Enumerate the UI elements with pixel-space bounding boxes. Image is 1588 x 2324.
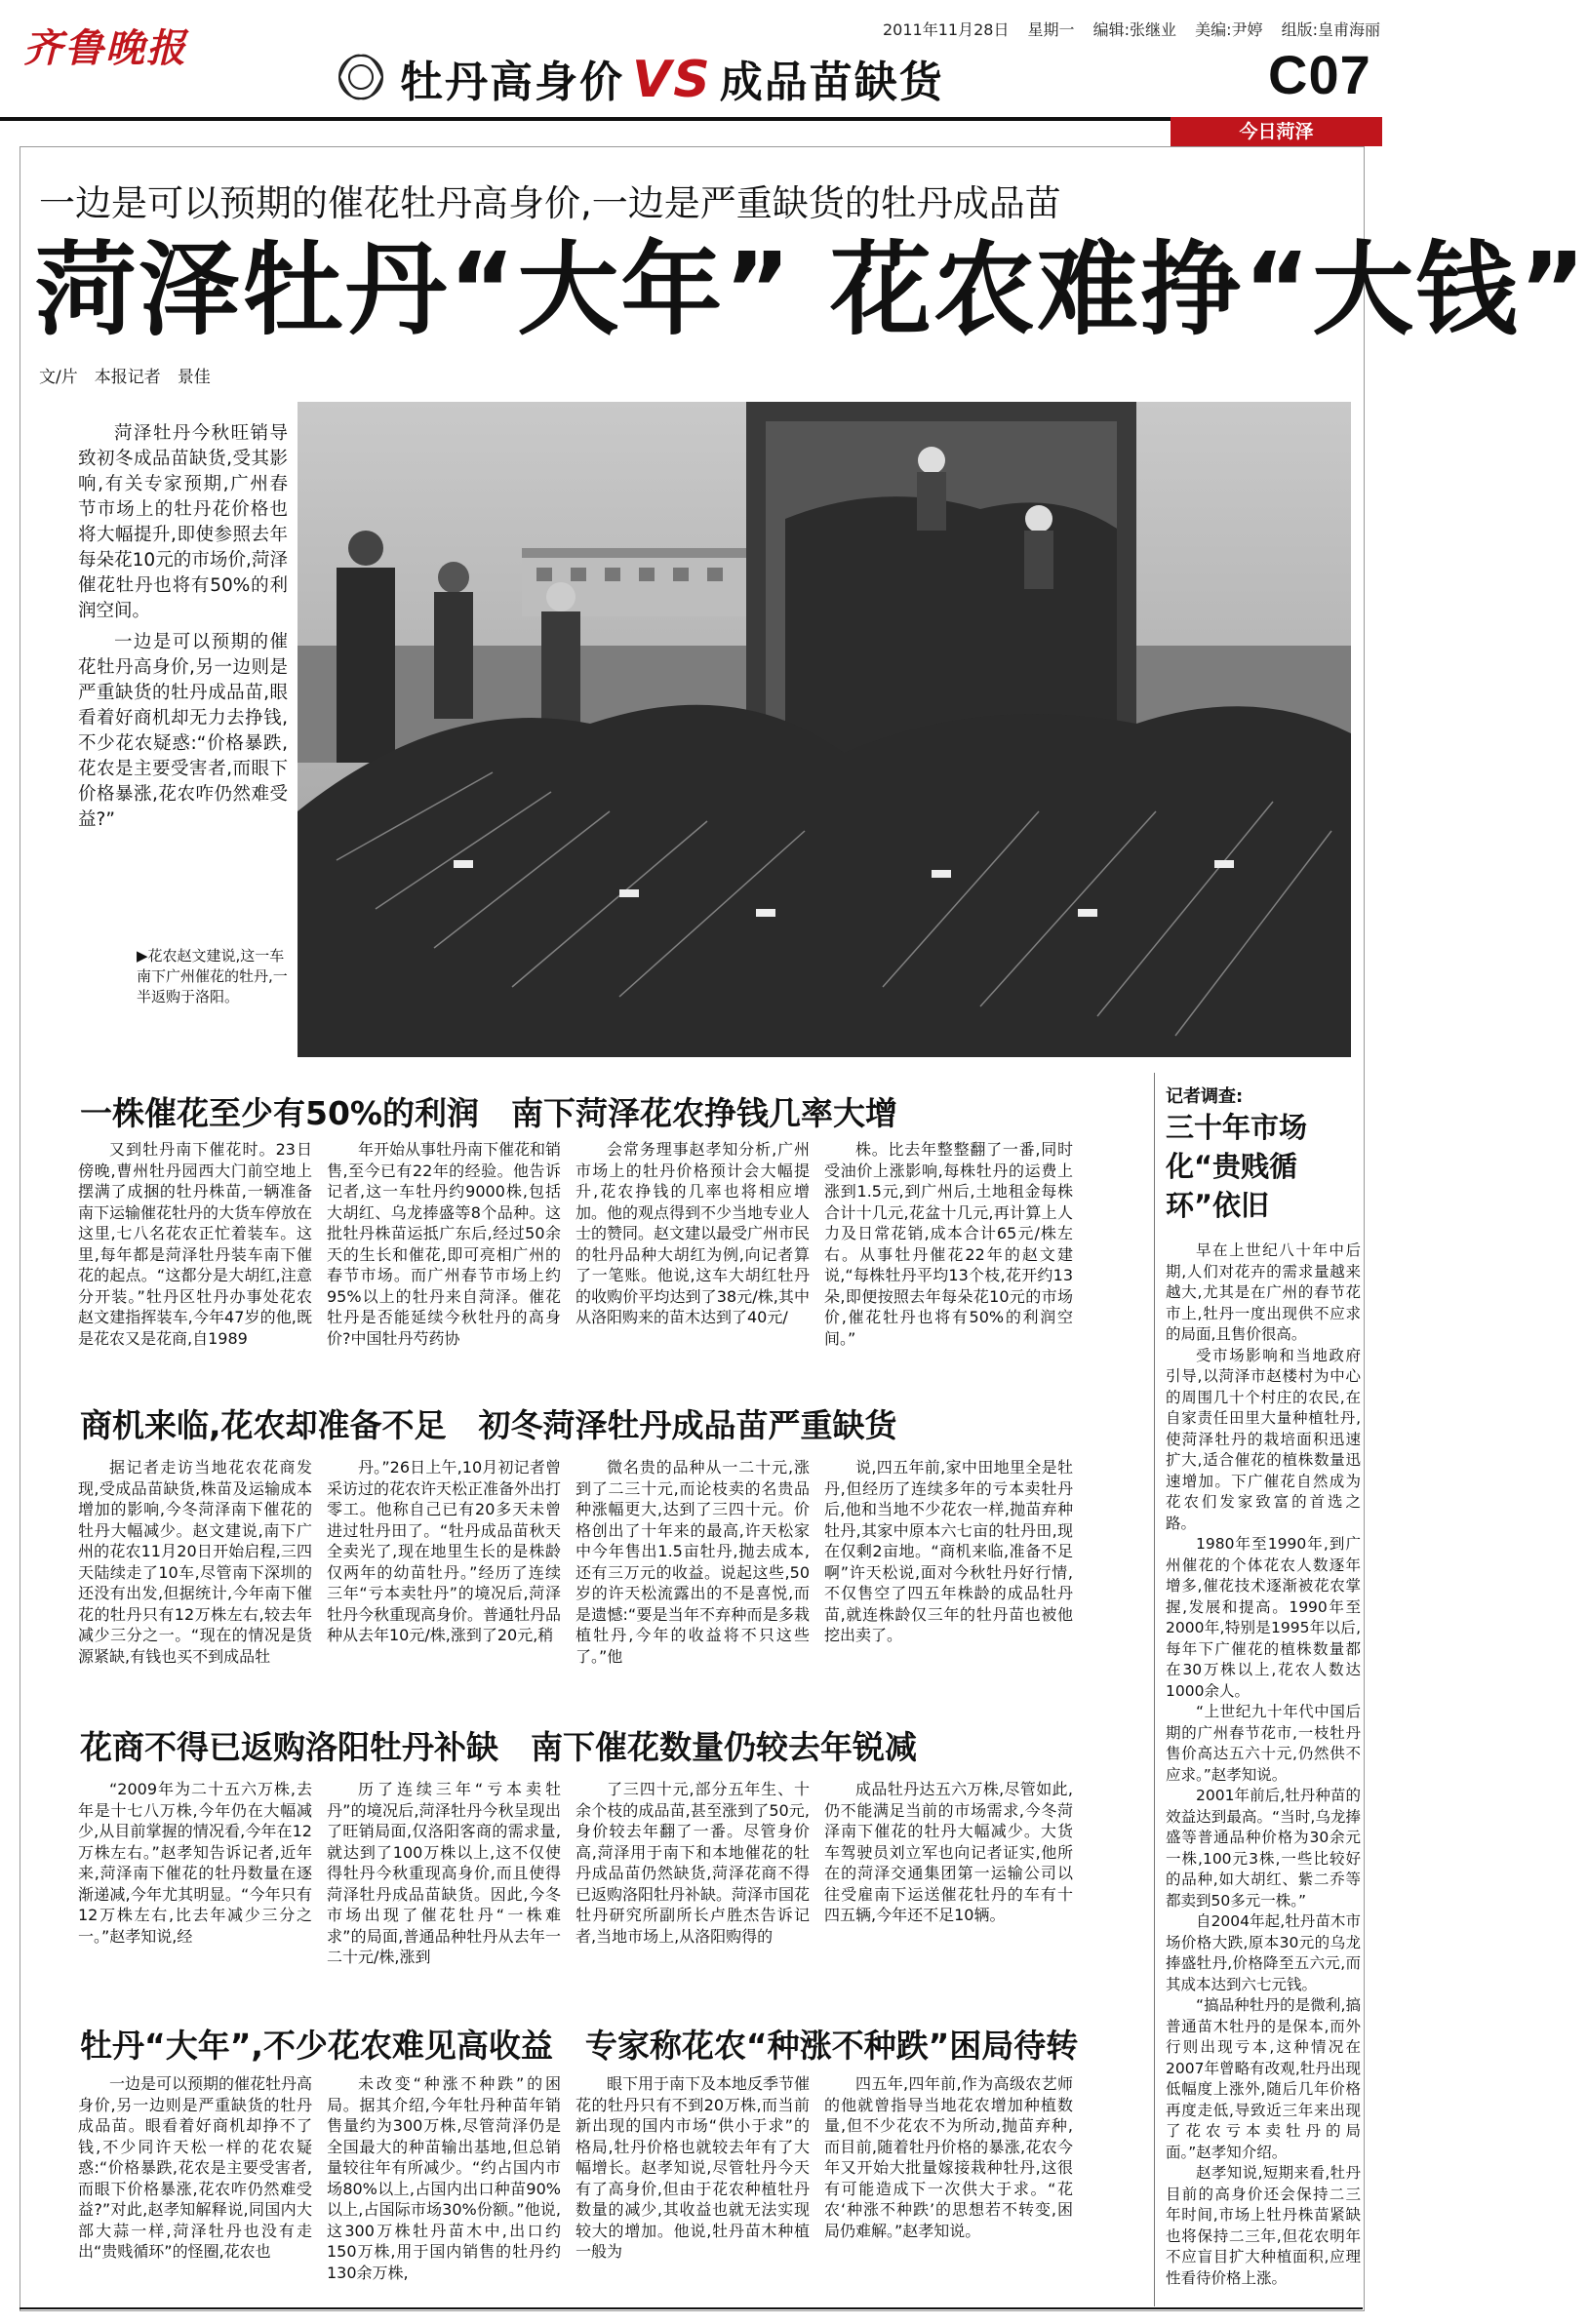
section-3-col-1 [78, 1779, 312, 1947]
section-3-col-2 [327, 1779, 561, 1968]
sidebar-paragraph: 1980年至1990年,到广州催花的个体花农人数逐年增多,催花技术逐渐被花农掌握,发展和提高。1990年至2000年,特别是1995年以后,每年下广催花的植株数量都在30万株以上,花农人数达1000余人。 [1166, 1535, 1361, 1700]
section-heading-4: 牡丹“大年”,不少花农难见高收益 专家称花农“种涨不种跌”困局待转 [80, 2027, 1079, 2065]
paragraph: 微名贵的品种从一二十元,涨到了二三十元,而论枝卖的名贵品种涨幅更大,达到了三四十元。价格创出了十年来的最高,许天松家中今年售出1.5亩牡丹,抛去成本,还有三万元的收益。说起这些,50岁的许天松流露出的不是喜悦,而是遗憾:“要是当年不弃种而是多栽植牡丹,今年的收益将不只这些了。”他 [576, 1458, 810, 1666]
banner-right-text: 成品苗缺货 [719, 58, 944, 107]
sidebar-paragraph: 自2004年起,牡丹苗木市场价格大跌,原本30元的乌龙捧盛牡丹,价格降至五六元,而其成本达到六七元钱。 [1166, 1912, 1361, 1993]
section-2-col-1 [78, 1457, 312, 1667]
sidebar-divider [1154, 1073, 1155, 2306]
section-tag: 今日菏泽 [1171, 117, 1382, 146]
article-subhead: 一边是可以预期的催花牡丹高身价,一边是严重缺货的牡丹成品苗 [39, 182, 1061, 224]
issue-meta [883, 18, 1394, 40]
peony-icon [322, 43, 400, 111]
sidebar-paragraph: 早在上世纪八十年中后期,人们对花卉的需求量越来越大,尤其是在广州的春节花市上,牡丹一度出现供不应求的局面,且售价很高。 [1166, 1241, 1361, 1343]
section-4-col-1 [78, 2073, 312, 2263]
banner-left-text: 牡丹高身价 [400, 58, 624, 107]
sidebar-paragraph: “搞品种牡丹的是微利,搞普通苗木牡丹的是保本,而外行则出现亏本,这种情况在2007年曾略有改观,牡丹出现低幅度上涨外,随后几年价格再度走低,导致近三年来出现了花农亏本卖牡丹的局面。”赵孝知介绍。 [1166, 1996, 1361, 2161]
banner-vs: VS [632, 51, 712, 109]
section-2-col-2 [327, 1457, 561, 1646]
section-1-col-4 [824, 1139, 1073, 1349]
main-photo [298, 402, 1351, 1057]
section-1-col-2 [327, 1139, 561, 1349]
sidebar [1166, 1083, 1361, 2289]
newspaper-logo: 齐鲁晚报 [23, 25, 187, 71]
page-number: C07 [1268, 44, 1371, 105]
paragraph: 一边是可以预期的催花牡丹高身价,另一边则是严重缺货的牡丹成品苗。眼看着好商机却挣不了钱,不少同许天松一样的花农疑惑:“价格暴跌,花农是主要受害者,而眼下价格暴涨,花农咋仍然难受益?”对此,赵孝知解释说,同国内大部大蒜一样,菏泽牡丹也没有走出“贵贱循环”的怪圈,花农也 [78, 2074, 313, 2261]
paragraph: 丹。”26日上午,10月初记者曾采访过的花农许天松正准备外出打零工。他称自己已有20多天未曾进过牡丹田了。“牡丹成品苗秋天全卖光了,现在地里生长的是株龄仅两年的幼苗牡丹。”经历了连续三年“亏本卖牡丹”的境况后,菏泽牡丹今秋重现高身价。普通牡丹品种从去年10元/株,涨到了20元,稍 [327, 1458, 562, 1644]
sidebar-body [1166, 1241, 1361, 2289]
section-1-col-1 [78, 1139, 312, 1349]
section-1-col-3 [576, 1139, 810, 1328]
paragraph: 四五年,四年前,作为高级农艺师的他就曾指导当地花农增加种植数量,但不少花农不为所动,抛苗弃种,而目前,随着牡丹价格的暴涨,花农今年又开始大批量嫁接栽种牡丹,这很有可能造成下一次供大于求。“花农‘种涨不种跌’的思想若不转变,困局仍难解。”赵孝知说。 [824, 2074, 1073, 2240]
sidebar-paragraph: 受市场影响和当地政府引导,以菏泽市赵楼村为中心的周围几十个村庄的农民,在自家责任田里大量种植牡丹,使菏泽牡丹的栽培面积迅速扩大,适合催花的植株数量迅速增加。下广催花自然成为花农们发家致富的首选之路。 [1166, 1346, 1361, 1532]
paragraph: 了三四十元,部分五年生、十余个枝的成品苗,甚至涨到了50元,身价较去年翻了一番。尽管身价高,菏泽用于南下和本地催花的牡丹成品苗仍然缺货,菏泽花商不得已返购洛阳牡丹补缺。菏泽市国花牡丹研究所副所长卢胜杰告诉记者,当地市场上,从洛阳购得的 [576, 1780, 811, 1946]
section-4-col-3 [576, 2073, 810, 2263]
paragraph: 据记者走访当地花农花商发现,受成品苗缺货,株苗及运输成本增加的影响,今冬菏泽南下催花的牡丹大幅减少。赵文建说,南下广州的花农11月20日开始启程,三四天陆续走了10车,尽管南下深圳的还没有出发,但据统计,今年南下催花的牡丹只有12万株左右,较去年减少三分之一。“现在的情况是货源紧缺,有钱也买不到成品牡 [78, 1458, 312, 1666]
proof-credit: 组版:皇甫海丽 [1281, 20, 1381, 39]
sidebar-paragraph: “上世纪九十年代中国后期的广州春节花市,一枝牡丹售价高达五六十元,仍然供不应求。”赵孝知说。 [1166, 1703, 1361, 1784]
section-heading-2: 商机来临,花农却准备不足 初冬菏泽牡丹成品苗严重缺货 [80, 1406, 897, 1444]
paragraph: 眼下用于南下及本地反季节催花的牡丹只有不到20万株,而当前新出现的国内市场“供小于求”的格局,牡丹价格也就较去年有了大幅增长。赵孝知说,尽管牡丹今天有了高身价,但由于花农种植牡丹数量的减少,其收益也就无法实现较大的增加。他说,牡丹苗木种植一般为 [576, 2074, 811, 2261]
section-2-col-3 [576, 1457, 810, 1667]
section-4-col-2 [327, 2073, 561, 2283]
paragraph: 会常务理事赵孝知分析,广州市场上的牡丹价格预计会大幅提升,花农挣钱的几率也将相应增加。他的观点得到不少当地专业人士的赞同。赵文建以最受广州市民的牡丹品种大胡红为例,向记者算了一笔账。他说,这车大胡红牡丹的收购价平均达到了38元/株,其中从洛阳购来的苗木达到了40元/ [576, 1140, 811, 1326]
lead-text [78, 421, 288, 839]
sidebar-title: 三十年市场化“贵贱循环”依旧 [1166, 1111, 1308, 1222]
truck-loading-photo [298, 402, 1351, 1057]
issue-date: 2011年11月28日 [883, 20, 1010, 39]
issue-weekday: 星期一 [1027, 20, 1075, 39]
photo-caption: ▶花农赵文建说,这一车南下广州催花的牡丹,一半返购于洛阳。 [137, 947, 288, 1005]
lead-paragraph: 一边是可以预期的催花牡丹高身价,另一边则是严重缺货的牡丹成品苗,眼看着好商机却无力去挣钱,不少花农疑惑:“价格暴跌,花农是主要受害者,而眼下价格暴涨,花农咋仍然难受益?” [78, 632, 288, 830]
paragraph: 成品牡丹达五六万株,尽管如此,仍不能满足当前的市场需求,今冬菏泽南下催花的牡丹大幅减少。大货车驾驶员刘立军也向记者证实,他所在的菏泽交通集团第一运输公司以往受雇南下运送催花牡丹的车有十四五辆,今年还不足10辆。 [824, 1780, 1073, 1924]
section-2-col-4 [824, 1457, 1073, 1646]
section-3-col-4 [824, 1779, 1073, 1926]
sidebar-kicker: 记者调查: [1166, 1086, 1244, 1107]
paragraph: 未改变“种涨不种跌”的困局。据其介绍,今年牡丹种苗年销售量约为300万株,尽管菏泽仍是全国最大的种苗输出基地,但总销量较往年有所减少。“约占国内市场80%以上,占国内出口种苗90%以上,占国际市场30%份额。”他说,这300万株牡丹苗木中,出口约150万株,用于国内销售的牡丹约130余万株, [327, 2074, 561, 2282]
paragraph: “2009年为二十五六万株,去年是十七八万株,今年仍在大幅减少,从目前掌握的情况看,今年在12万株左右。”赵孝知告诉记者,近年来,菏泽南下催花的牡丹数量在逐渐递减,今年尤其明显。“今年只有12万株左右,比去年减少三分之一。”赵孝知说,经 [78, 1780, 312, 1946]
section-heading-3: 花商不得已返购洛阳牡丹补缺 南下催花数量仍较去年锐减 [80, 1728, 917, 1766]
lead-paragraph: 菏泽牡丹今秋旺销导致初冬成品苗缺货,受其影响,有关专家预期,广州春节市场上的牡丹花价格也将大幅提升,即使参照去年每朵花10元的市场价,菏泽催花牡丹也将有50%的利润空间。 [78, 423, 288, 621]
paragraph: 历了连续三年“亏本卖牡丹”的境况后,菏泽牡丹今秋呈现出了旺销局面,仅洛阳客商的需求量,就达到了100万株以上,这不仅使得牡丹今秋重现高身价,而且使得菏泽牡丹成品苗缺货。因此,今冬市场出现了催花牡丹“一株难求”的局面,普通品种牡丹从去年一二十元/株,涨到 [327, 1780, 561, 1966]
paragraph: 年开始从事牡丹南下催花和销售,至今已有22年的经验。他告诉记者,这一车牡丹约9000株,包括大胡红、乌龙捧盛等8个品种。这批牡丹株苗运抵广东后,经过50余天的生长和催花,即可亮相广州的春节市场。而广州春节市场上约95%以上的牡丹来自菏泽。催花牡丹是否能延续今秋牡丹的高身价?中国牡丹芍药协 [327, 1140, 562, 1348]
paragraph: 说,四五年前,家中田地里全是牡丹,但经历了连续多年的亏本卖牡丹后,他和当地不少花农一样,抛苗弃种牡丹,其家中原本六七亩的牡丹田,现在仅剩2亩地。“商机来临,准备不足啊”许天松说,面对今秋牡丹好行情,不仅售空了四五年株龄的成品牡丹苗,就连株龄仅三年的牡丹苗也被他挖出卖了。 [824, 1458, 1073, 1644]
article-headline: 菏泽牡丹“大年” 花农难挣“大钱” [35, 230, 1588, 349]
editor-credit: 编辑:张继业 [1092, 20, 1177, 39]
page-banner [322, 39, 956, 117]
paragraph: 又到牡丹南下催花时。23日傍晚,曹州牡丹园西大门前空地上摆满了成捆的牡丹株苗,一辆准备南下运输催花牡丹的大货车停放在这里,七八名花农正忙着装车。这里,每年都是菏泽牡丹装车南下催花的起点。“这都分是大胡红,注意分开装。”牡丹区牡丹办事处花农赵文建指挥装车,今年47岁的他,既是花农又是花商,自1989 [78, 1140, 313, 1348]
byline: 文/片 本报记者 景佳 [39, 368, 211, 387]
art-credit: 美编:尹婷 [1195, 20, 1263, 39]
sidebar-paragraph: 2001年前后,牡丹种苗的效益达到最高。“当时,乌龙捧盛等普通品种价格为30余元一株,100元3株,一些比较好的品种,如大胡红、紫二乔等都卖到50多元一株。” [1166, 1787, 1361, 1910]
section-4-col-4 [824, 2073, 1073, 2241]
section-heading-1: 一株催花至少有50%的利润 南下菏泽花农挣钱几率大增 [80, 1094, 897, 1132]
section-3-col-3 [576, 1779, 810, 1947]
sidebar-paragraph: 赵孝知说,短期来看,牡丹目前的高身价还会保持二三年时间,市场上牡丹株苗紧缺也将保持二三年,但花农明年不应盲目扩大种植面积,应理性看待价格上涨。 [1166, 2164, 1361, 2287]
paragraph: 株。比去年整整翻了一番,同时受油价上涨影响,每株牡丹的运费上涨到1.5元,到广州后,土地租金每株合计十几元,花盆十几元,再计算上人力及日常花销,成本合计65元/株左右。从事牡丹催花22年的赵文建说,“每株牡丹平均13个枝,花开约13朵,即便按照去年每朵花10元的市场价,催花牡丹也将有50%的利润空间。” [824, 1140, 1073, 1348]
footer-rule [20, 2307, 1363, 2309]
